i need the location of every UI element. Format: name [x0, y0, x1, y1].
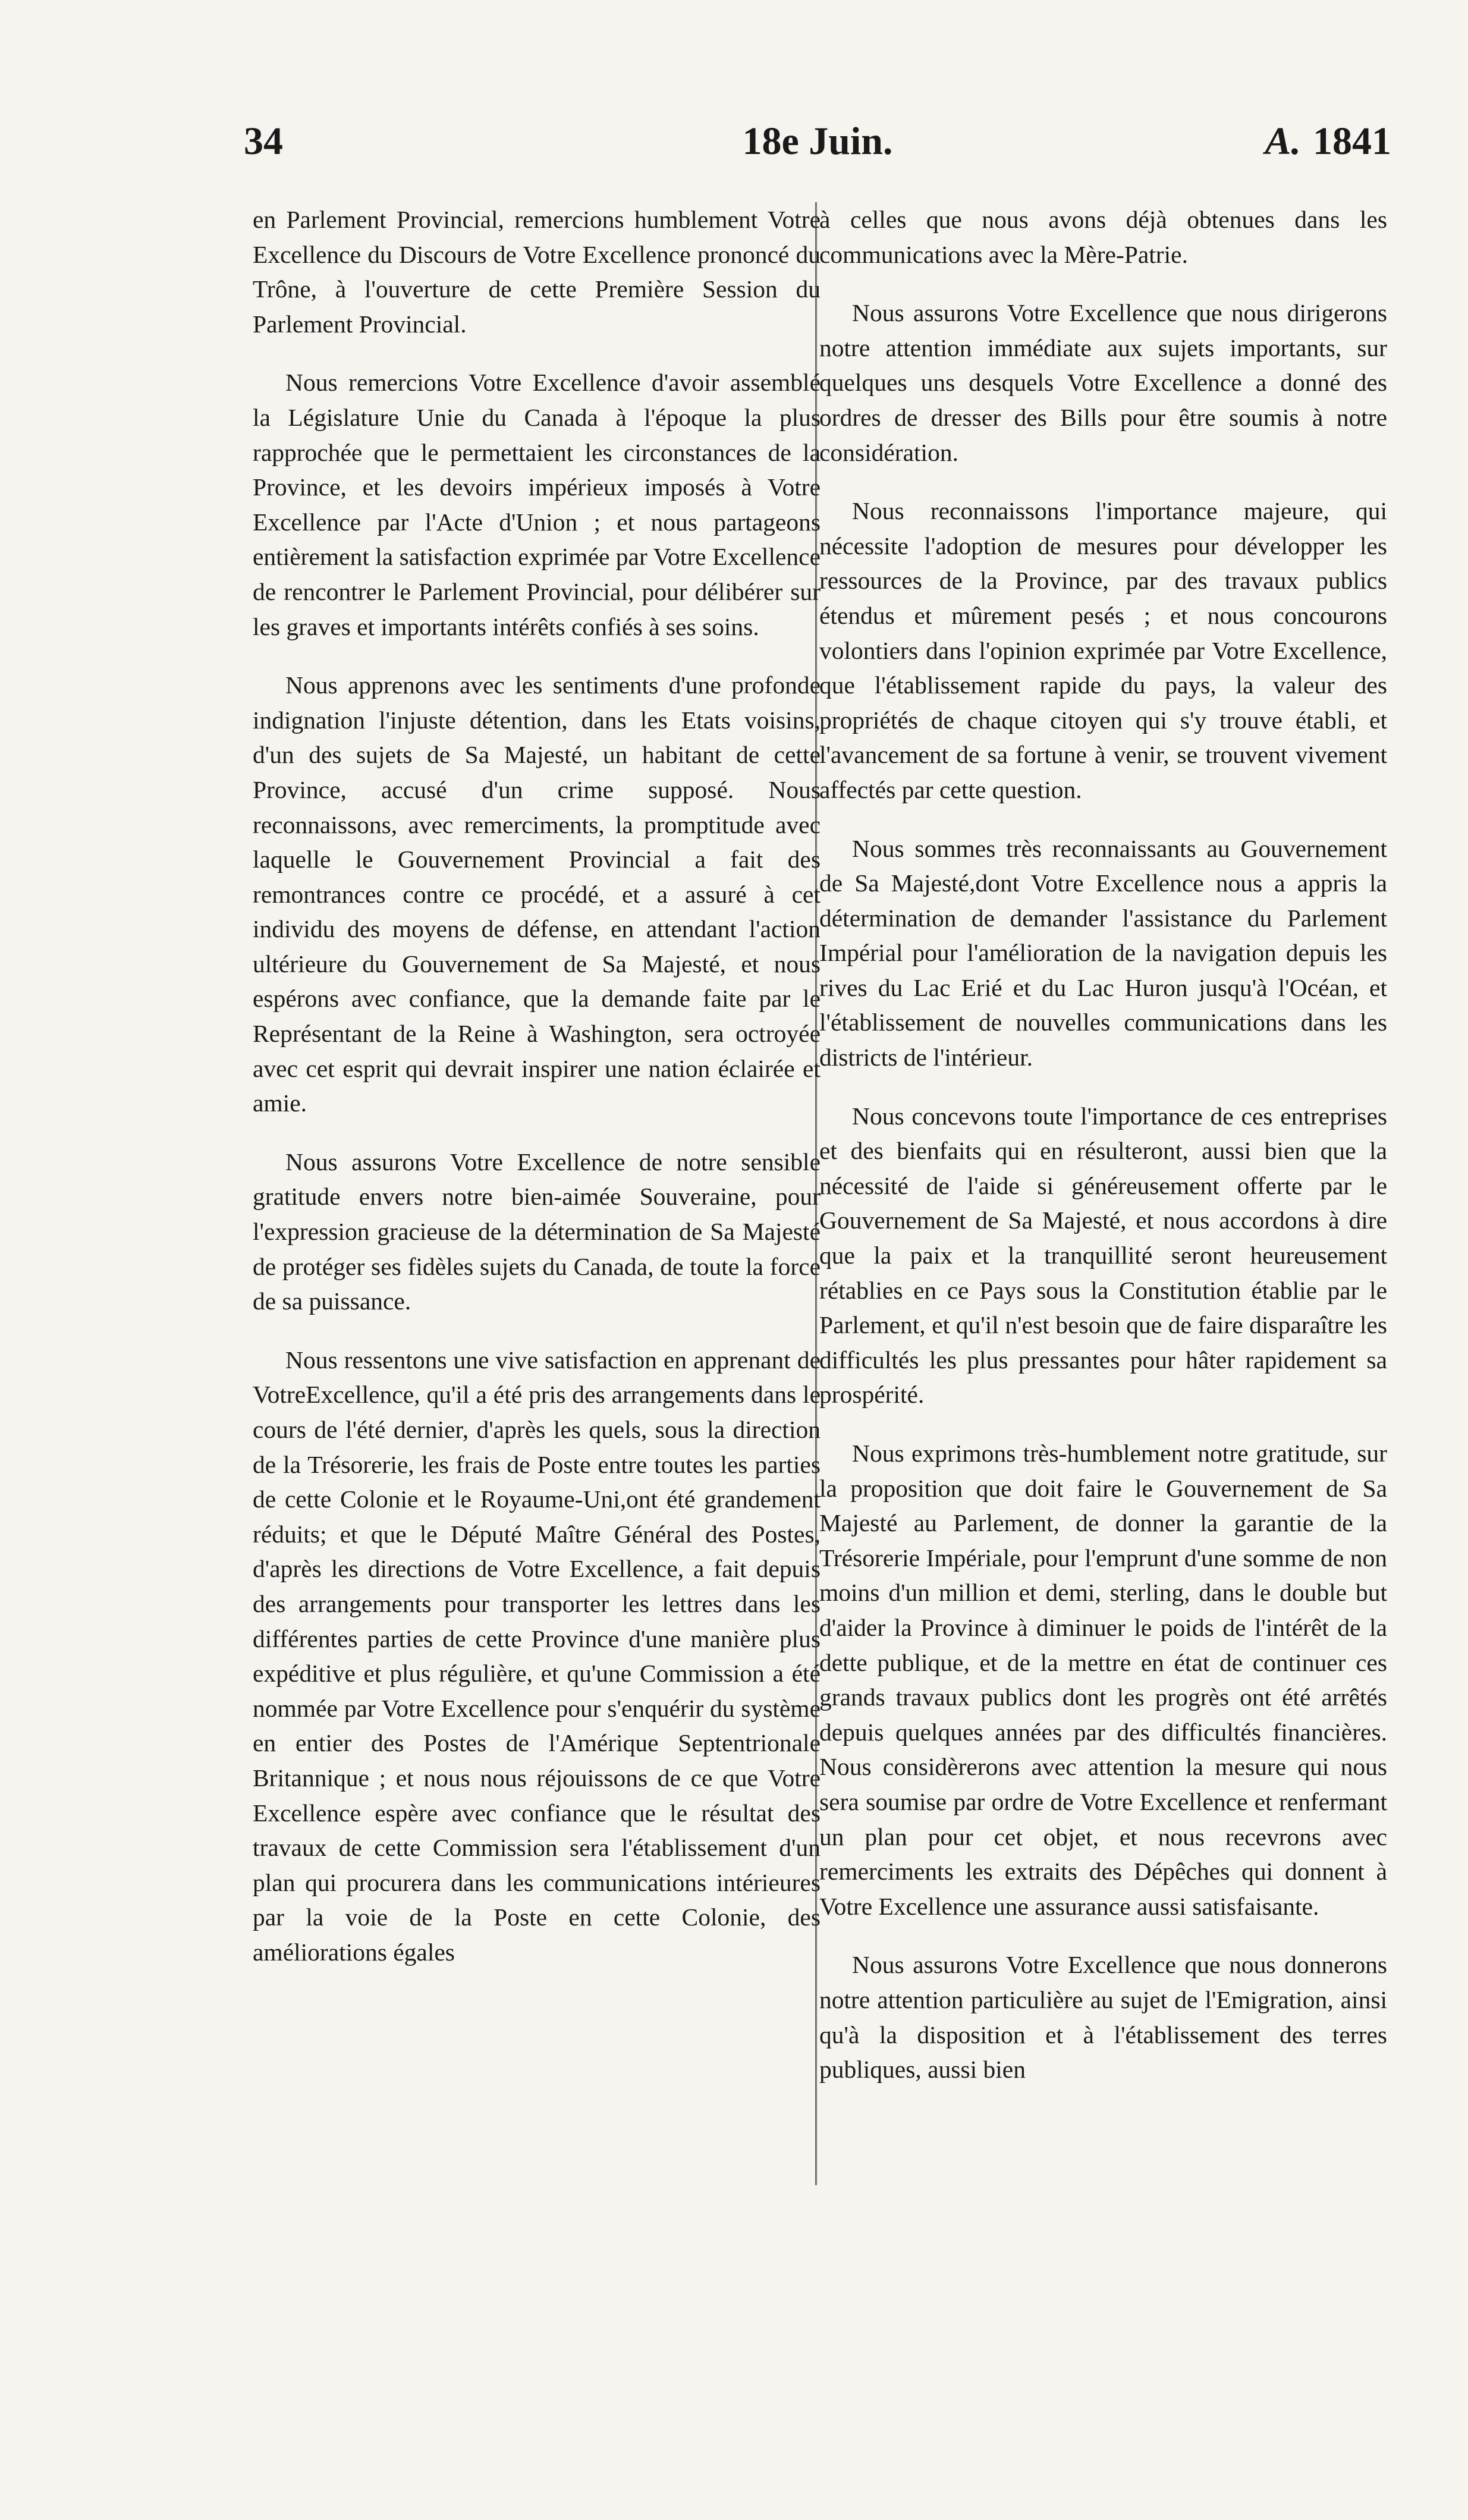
- paragraph: Nous remercions Votre Excellence d'avoir assemblé la Législature Unie du Canada à l'époque la plus rapprochée que le permettaient les circonstances de la Province, et les devoirs impérieux imposés à Votre Excellence par l'Acte d'Union ; et nous partageons entièrement la satisfaction exprimée par Votre Excellence de rencontrer le Parlement Provincial, pour délibérer sur les graves et importants intérêts confiés à ses soins.: [253, 369, 821, 640]
- paragraph: Nous assurons Votre Excellence que nous donnerons notre attention particulière au sujet de l'Emigration, ainsi qu'à la disposition et à l'établissement des terres publiques, aussi bien: [819, 1951, 1387, 2084]
- anno-label: A.: [1265, 120, 1301, 163]
- left-column: [253, 202, 821, 1994]
- paragraph: à celles que nous avons déjà obtenues dans les communications avec la Mère-Patrie.: [819, 206, 1387, 268]
- paragraph: Nous assurons Votre Excellence que nous dirigerons notre attention immédiate aux sujets importants, sur quelques uns desquels Votre Excellence a donné des ordres de dresser des Bills pour être soumis à notre considération.: [819, 299, 1387, 466]
- page-number: 34: [244, 120, 283, 163]
- page-date: 18e Juin.: [742, 120, 893, 163]
- paragraph: en Parlement Provincial, remercions humblement Votre Excellence du Discours de Votre Excellence prononcé du Trône, à l'ouverture de cette Première Session du Parlement Provincial.: [253, 206, 821, 338]
- paragraph: Nous assurons Votre Excellence de notre sensible gratitude envers notre bien-aimée Souveraine, pour l'expression gracieuse de la détermination de Sa Majesté de protéger ses fidèles sujets du Canada, de toute la force de sa puissance.: [253, 1148, 821, 1315]
- year-value: 1841: [1313, 120, 1391, 163]
- page-header: [244, 119, 1391, 184]
- paragraph: Nous apprenons avec les sentiments d'une profonde indignation l'injuste détention, dans les Etats voisins, d'un des sujets de Sa Majesté, un habitant de cette Province, accusé d'un crime supposé. Nous reconnaissons, avec remerciments, la promptitude avec laquelle le Gouvernement Provincial a fait des remontrances contre ce procédé, et a assuré à cet individu des moyens de défense, en attendant l'action ultérieure du Gouvernement de Sa Majesté, et nous espérons avec confiance, que la demande faite par le Représentant de la Reine à Washington, sera octroyée avec cet esprit qui devrait inspirer une nation éclairée et amie.: [253, 671, 821, 1117]
- paragraph: Nous reconnaissons l'importance majeure, qui nécessite l'adoption de mesures pour développer les ressources de la Province, par des travaux publics étendus et mûrement pesés ; et nous concourons volontiers dans l'opinion exprimée par Votre Excellence, que l'établissement rapide du pays, la valeur des propriétés de chaque citoyen qui s'y trouve établi, et l'avancement de sa fortune à venir, se trouvent vivement affectés par cette question.: [819, 497, 1387, 803]
- paragraph: Nous concevons toute l'importance de ces entreprises et des bienfaits qui en résulteront, aussi bien que la nécessité de l'aide si généreusement offerte par le Gouvernement de Sa Majesté, et nous accordons à dire que la paix et la tranquillité seront heureusement rétablies en ce Pays sous la Constitution établie par le Parlement, et qu'il n'est besoin que de faire disparaître les difficultés les plus pressantes pour hâter rapidement sa prospérité.: [819, 1102, 1387, 1409]
- page-year: [1265, 119, 1391, 164]
- right-column: [819, 202, 1387, 2111]
- paragraph: Nous exprimons très-humblement notre gratitude, sur la proposition que doit faire le Gouvernement de Sa Majesté au Parlement, de donner la garantie de la Trésorerie Impériale, pour l'emprunt d'une somme de non moins d'un million et demi, sterling, dans le double but d'aider la Province à diminuer le poids de l'intérêt de la dette publique, et de la mettre en état de continuer ces grands travaux publics dont les progrès ont été arrêtés depuis quelques années par des difficultés financières. Nous considèrerons avec attention la mesure qui nous sera soumise par ordre de Votre Excellence et renfermant un plan pour cet objet, et nous recevrons avec remerciments les extraits des Dépêches qui donnent à Votre Excellence une assurance aussi satisfaisante.: [819, 1440, 1387, 1920]
- paragraph: Nous sommes très reconnaissants au Gouvernement de Sa Majesté,dont Votre Excellence nous a appris la détermination de demander l'assistance du Parlement Impérial pour l'amélioration de la navigation depuis les rives du Lac Erié et du Lac Huron jusqu'à l'Océan, et l'établissement de nouvelles communications dans les districts de l'intérieur.: [819, 834, 1387, 1072]
- paragraph: Nous ressentons une vive satisfaction en apprenant de VotreExcellence, qu'il a été pris des arrangements dans le cours de l'été dernier, d'après les quels, sous la direction de la Trésorerie, les frais de Poste entre toutes les parties de cette Colonie et le Royaume-Uni,ont été grandement réduits; et que le Député Maître Général des Postes, d'après les directions de Votre Excellence, a fait depuis des arrangements pour transporter les lettres dans les différentes parties de cette Province d'une manière plus expéditive et plus régulière, et qu'une Commission a été nommée par Votre Excellence pour s'enquérir du système en entier des Postes de l'Amérique Septentrionale Britannique ; et nous nous réjouissons de ce que Votre Excellence espère avec confiance que le résultat des travaux de cette Commission sera l'établissement d'un plan qui procurera dans les communications intérieures par la voie de la Poste en cette Colonie, des améliorations égales: [253, 1346, 821, 1966]
